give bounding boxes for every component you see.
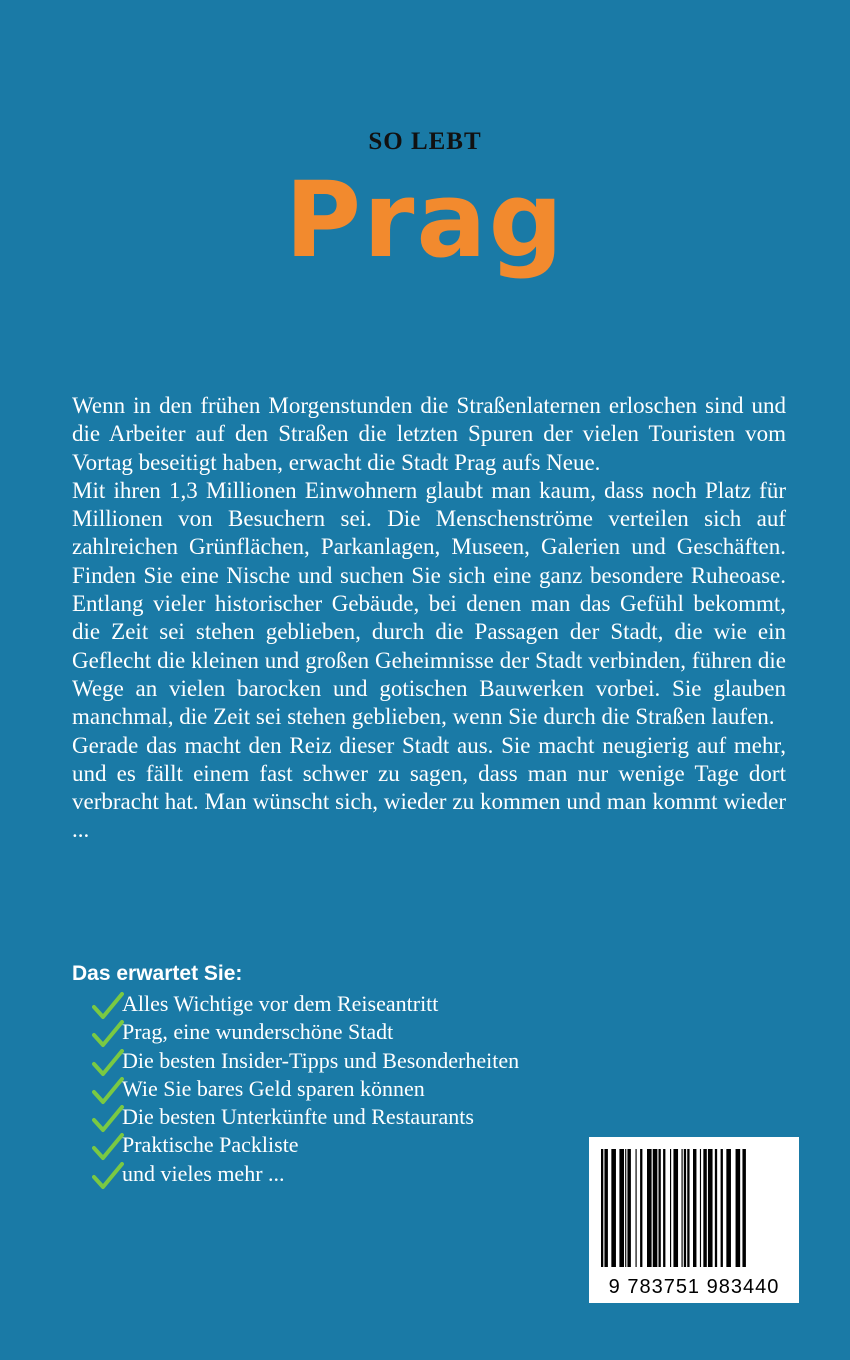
feature-list [72, 960, 592, 1188]
barcode-bar [721, 1149, 723, 1267]
feature-item [92, 1047, 592, 1075]
barcode-bar [611, 1149, 616, 1267]
barcode-bar [708, 1149, 713, 1267]
barcode-bar [703, 1149, 706, 1267]
barcode-bar [670, 1149, 671, 1267]
barcode-bar [682, 1149, 683, 1267]
feature-item [92, 990, 592, 1018]
feature-item [92, 1131, 592, 1159]
barcode-bars [589, 1137, 799, 1277]
feature-item-label: Wie Sie bares Geld sparen können [122, 1075, 425, 1101]
blurb-text [72, 392, 786, 845]
barcode-bar [604, 1149, 607, 1267]
feature-item-label: Die besten Insider-Tipps und Besonderheiten [122, 1047, 520, 1073]
feature-item [92, 1160, 592, 1188]
barcode-bar [693, 1149, 696, 1267]
checkmark-icon [92, 1162, 124, 1190]
barcode-bar [653, 1149, 658, 1267]
checkmark-icon [92, 1020, 124, 1048]
checkmark-icon [92, 992, 124, 1020]
barcode-bar [601, 1149, 603, 1267]
checkmark-icon [92, 1105, 124, 1133]
barcode-bar [673, 1149, 678, 1267]
isbn-number: 9 783751 983440 [608, 1276, 780, 1298]
barcode-bar [659, 1149, 661, 1267]
feature-list-heading: Das erwartet Sie: [72, 962, 243, 985]
barcode-bar [715, 1149, 717, 1267]
barcode-bar [640, 1149, 642, 1267]
barcode-bar [700, 1149, 701, 1267]
feature-item-label: Die besten Unterkünfte und Restaurants [122, 1104, 474, 1130]
isbn-barcode [589, 1137, 799, 1303]
barcode-bar [742, 1149, 745, 1267]
feature-item [92, 1018, 592, 1046]
checkmark-icon [92, 1133, 124, 1161]
series-label: SO LEBT [368, 128, 482, 155]
barcode-bar [627, 1149, 630, 1267]
barcode-bar [687, 1149, 689, 1267]
feature-item-label: Alles Wichtige vor dem Reiseantritt [122, 991, 439, 1016]
checkmark-icon [92, 1077, 124, 1105]
barcode-bar [736, 1149, 741, 1267]
book-title: Prag [284, 159, 566, 281]
feature-item-label: Prag, eine wunderschöne Stadt [122, 1019, 394, 1045]
feature-item-label: Praktische Packliste [122, 1132, 299, 1158]
feature-item [92, 1075, 592, 1103]
blurb-paragraph-1: Wenn in den frühen Morgenstunden die Straßenlaternen erloschen sind und die Arbeiter auf den Straßen die letzten Spuren der vielen Touristen vom Vortag beseitigt haben, erwacht die Stadt Prag aufs Neue. [72, 393, 786, 475]
checkmark-icon [92, 1049, 124, 1077]
barcode-bar [625, 1149, 626, 1267]
barcode-bar [663, 1149, 665, 1267]
barcode-bar [684, 1149, 686, 1267]
barcode-bar [636, 1149, 637, 1267]
feature-item-label: und vieles mehr ... [122, 1160, 285, 1186]
blurb-paragraph-3: Gerade das macht den Reiz dieser Stadt aus. Sie macht neugierig auf mehr, und es fällt einem fast schwer zu sagen, dass man nur wenige Tage dort verbracht hat. Man wünscht sich, wieder zu kommen und man kommt wieder ... [72, 732, 786, 843]
blurb-paragraph-2: Mit ihren 1,3 Millionen Einwohnern glaubt man kaum, dass noch Platz für Millionen von Besuchern sei. Die Menschenströme verteilen sich auf zahlreichen Grünflächen, Parkanlagen, Museen, Galerien und Geschäften. Finden Sie eine Nische und suchen Sie sich eine ganz besondere Ruheoase. Entlang vieler historischer Gebäude, bei denen man das Gefühl bekommt, die Zeit sei stehen geblieben, durch die Passagen der Stadt, die wie ein Geflecht die kleinen und großen Geheimnisse der Stadt verbinden, führen die Wege an vielen barocken und gotischen Bauwerken vorbei. Sie glauben manchmal, die Zeit sei stehen geblieben, wenn Sie durch die Straßen laufen. [72, 477, 786, 730]
feature-item [92, 1103, 592, 1131]
barcode-bar [726, 1149, 731, 1267]
barcode-bar [647, 1149, 652, 1267]
barcode-bar [619, 1149, 624, 1267]
